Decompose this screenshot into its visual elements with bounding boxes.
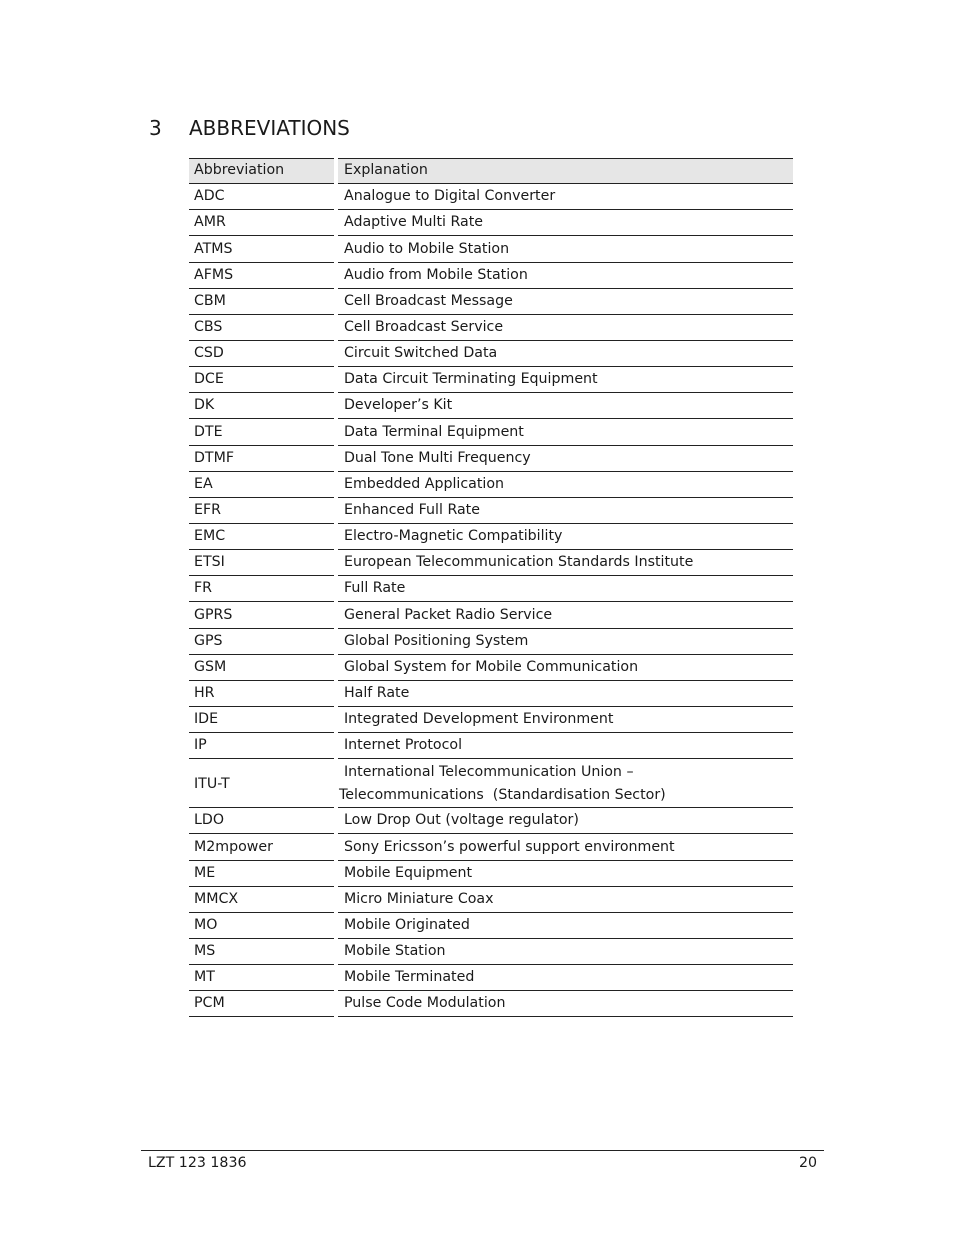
abbreviation-text: CSD <box>194 345 224 362</box>
explanation-text: European Telecommunication Standards Institute <box>344 554 694 571</box>
explanation-text: Micro Miniature Coax <box>344 890 494 907</box>
table-row <box>189 733 793 759</box>
table-row <box>189 681 793 707</box>
explanation-text: Global System for Mobile Communication <box>344 658 639 675</box>
explanation-text: Mobile Originated <box>344 916 470 933</box>
abbreviation-text: M2mpower <box>194 838 273 855</box>
table-row <box>189 524 793 550</box>
abbreviation-text: MMCX <box>194 890 239 907</box>
abbreviation-cell <box>189 655 334 681</box>
explanation-text: Mobile Station <box>344 943 446 960</box>
table-row <box>189 419 793 445</box>
abbreviation-cell <box>189 498 334 524</box>
explanation-cell <box>338 681 793 707</box>
abbreviation-text: MO <box>194 916 218 933</box>
explanation-text: Mobile Equipment <box>344 864 473 881</box>
explanation-cell <box>338 913 793 939</box>
abbreviation-cell <box>189 939 334 965</box>
table-row <box>189 759 793 808</box>
abbreviation-text: DTMF <box>194 449 234 466</box>
explanation-cell <box>338 236 793 262</box>
explanation-text-line-1: International Telecommunication Union – <box>344 764 634 781</box>
table-row <box>189 602 793 628</box>
explanation-text: Data Circuit Terminating Equipment <box>344 371 598 388</box>
explanation-text: Half Rate <box>344 684 410 701</box>
explanation-text: Pulse Code Modulation <box>344 995 506 1012</box>
table-row <box>189 576 793 602</box>
abbreviation-text: PCM <box>194 995 225 1012</box>
table-row <box>189 498 793 524</box>
abbreviation-text: EFR <box>194 501 221 518</box>
abbreviations-table <box>189 158 793 1017</box>
abbreviation-text: DK <box>194 397 215 414</box>
abbreviation-cell <box>189 263 334 289</box>
abbreviation-text: CBM <box>194 292 226 309</box>
abbreviation-cell <box>189 550 334 576</box>
abbreviation-text: CBS <box>194 318 223 335</box>
explanation-text: Embedded Application <box>344 475 505 492</box>
abbreviation-text: FR <box>194 580 213 597</box>
table-row <box>189 236 793 262</box>
explanation-cell <box>338 939 793 965</box>
explanation-text: Developer’s Kit <box>344 397 453 414</box>
explanation-text: Sony Ericsson’s powerful support environment <box>344 838 675 855</box>
abbreviation-text: HR <box>194 684 215 701</box>
explanation-cell <box>338 576 793 602</box>
explanation-text-line-2: Telecommunications (Standardisation Sector) <box>339 787 666 804</box>
explanation-cell <box>338 210 793 236</box>
explanation-cell <box>338 289 793 315</box>
abbreviation-text: GSM <box>194 658 227 675</box>
table-row <box>189 289 793 315</box>
table-header-row <box>189 158 793 184</box>
explanation-text: Global Positioning System <box>344 632 529 649</box>
abbreviation-text: AFMS <box>194 266 234 283</box>
abbreviation-cell <box>189 289 334 315</box>
abbreviation-cell <box>189 524 334 550</box>
abbreviation-text: LDO <box>194 812 224 829</box>
explanation-text: Mobile Terminated <box>344 969 475 986</box>
table-row <box>189 861 793 887</box>
abbreviation-cell <box>189 681 334 707</box>
abbreviation-text: MS <box>194 943 216 960</box>
explanation-text: Adaptive Multi Rate <box>344 214 484 231</box>
abbreviation-text: ITU-T <box>194 776 230 793</box>
explanation-text: Audio to Mobile Station <box>344 240 510 257</box>
table-row <box>189 991 793 1017</box>
explanation-cell <box>338 184 793 210</box>
explanation-cell <box>338 861 793 887</box>
table-row <box>189 965 793 991</box>
explanation-cell <box>338 629 793 655</box>
abbreviation-cell <box>189 602 334 628</box>
table-row <box>189 550 793 576</box>
section-title: ABBREVIATIONS <box>189 116 350 140</box>
abbreviation-text: IDE <box>194 711 219 728</box>
table-row <box>189 808 793 834</box>
abbreviation-cell <box>189 472 334 498</box>
table-row <box>189 472 793 498</box>
abbreviation-cell <box>189 991 334 1017</box>
abbreviation-cell <box>189 210 334 236</box>
section-number: 3 <box>149 116 162 140</box>
abbreviation-cell <box>189 629 334 655</box>
explanation-cell <box>338 446 793 472</box>
explanation-cell <box>338 472 793 498</box>
explanation-cell <box>338 759 793 808</box>
abbreviation-text: ADC <box>194 188 225 205</box>
abbreviation-cell <box>189 913 334 939</box>
header-label-explanation: Explanation <box>344 162 428 179</box>
table-row <box>189 341 793 367</box>
abbreviation-cell <box>189 446 334 472</box>
abbreviation-text: MT <box>194 969 215 986</box>
abbreviation-text: EA <box>194 475 213 492</box>
explanation-text: Integrated Development Environment <box>344 711 614 728</box>
abbreviation-text: ETSI <box>194 554 225 571</box>
table-row <box>189 629 793 655</box>
table-row <box>189 887 793 913</box>
explanation-text: Circuit Switched Data <box>344 345 498 362</box>
abbreviation-cell <box>189 419 334 445</box>
abbreviation-cell <box>189 733 334 759</box>
explanation-text: Audio from Mobile Station <box>344 266 528 283</box>
explanation-cell <box>338 602 793 628</box>
abbreviation-cell <box>189 759 334 808</box>
abbreviation-cell <box>189 887 334 913</box>
abbreviation-text: ME <box>194 864 216 881</box>
abbreviation-cell <box>189 808 334 834</box>
explanation-text: Internet Protocol <box>344 737 463 754</box>
table-row <box>189 315 793 341</box>
table-row <box>189 210 793 236</box>
explanation-cell <box>338 965 793 991</box>
table-row <box>189 913 793 939</box>
explanation-text: General Packet Radio Service <box>344 606 553 623</box>
explanation-text: Analogue to Digital Converter <box>344 188 556 205</box>
abbreviation-cell <box>189 341 334 367</box>
explanation-text: Enhanced Full Rate <box>344 501 480 518</box>
abbreviation-text: EMC <box>194 528 226 545</box>
abbreviation-text: DTE <box>194 423 223 440</box>
explanation-cell <box>338 834 793 860</box>
abbreviation-cell <box>189 184 334 210</box>
table-row <box>189 655 793 681</box>
explanation-cell <box>338 341 793 367</box>
explanation-cell <box>338 419 793 445</box>
abbreviation-text: AMR <box>194 214 226 231</box>
abbreviation-cell <box>189 236 334 262</box>
table-row <box>189 393 793 419</box>
abbreviation-cell <box>189 393 334 419</box>
explanation-cell <box>338 733 793 759</box>
footer-page-number: 20 <box>798 1155 817 1171</box>
abbreviation-text: IP <box>194 737 207 754</box>
explanation-cell <box>338 367 793 393</box>
explanation-cell <box>338 524 793 550</box>
explanation-cell <box>338 655 793 681</box>
abbreviation-cell <box>189 965 334 991</box>
footer-document-number: LZT 123 1836 <box>148 1155 247 1171</box>
abbreviation-cell <box>189 367 334 393</box>
abbreviation-text: GPS <box>194 632 223 649</box>
explanation-text: Dual Tone Multi Frequency <box>344 449 531 466</box>
explanation-cell <box>338 887 793 913</box>
abbreviation-cell <box>189 315 334 341</box>
explanation-text: Full Rate <box>344 580 406 597</box>
header-label-abbreviation: Abbreviation <box>194 162 285 179</box>
explanation-cell <box>338 550 793 576</box>
footer-divider <box>141 1150 824 1151</box>
section-heading <box>149 116 350 140</box>
explanation-cell <box>338 393 793 419</box>
header-cell-abbreviation <box>189 158 334 184</box>
abbreviation-text: DCE <box>194 371 224 388</box>
explanation-cell <box>338 707 793 733</box>
abbreviation-cell <box>189 834 334 860</box>
table-row <box>189 707 793 733</box>
explanation-text: Cell Broadcast Service <box>344 318 504 335</box>
header-cell-explanation <box>338 158 793 184</box>
explanation-cell <box>338 263 793 289</box>
explanation-text: Data Terminal Equipment <box>344 423 524 440</box>
table-row <box>189 834 793 860</box>
explanation-text: Electro-Magnetic Compatibility <box>344 528 563 545</box>
explanation-cell <box>338 315 793 341</box>
abbreviation-text: GPRS <box>194 606 233 623</box>
explanation-text: Cell Broadcast Message <box>344 292 513 309</box>
explanation-cell <box>338 498 793 524</box>
abbreviation-cell <box>189 576 334 602</box>
abbreviation-text: ATMS <box>194 240 233 257</box>
explanation-cell <box>338 808 793 834</box>
explanation-cell <box>338 991 793 1017</box>
table-row <box>189 367 793 393</box>
explanation-text: Low Drop Out (voltage regulator) <box>344 812 579 829</box>
table-row <box>189 263 793 289</box>
table-row <box>189 939 793 965</box>
abbreviation-cell <box>189 861 334 887</box>
table-row <box>189 446 793 472</box>
table-row <box>189 184 793 210</box>
abbreviation-cell <box>189 707 334 733</box>
